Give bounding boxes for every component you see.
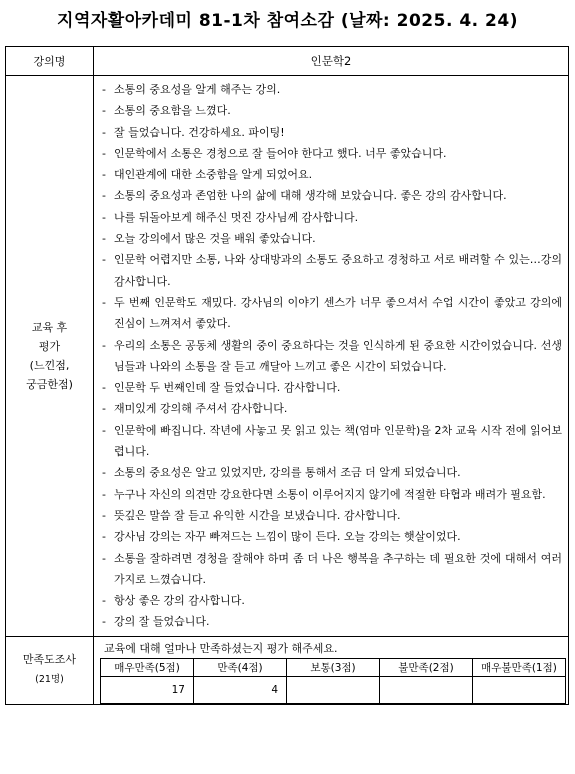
feedback-item: - 강의 잘 들었습니다. xyxy=(100,611,562,632)
evaluation-label-line: 평가 xyxy=(38,339,61,353)
satisfaction-label: 만족도조사 xyxy=(22,653,77,667)
feedback-item: - 소통의 중요성은 알고 있었지만, 강의를 통해서 조금 더 알게 되었습니다. xyxy=(100,462,562,483)
feedback-item: - 인문학에 빠집니다. 작년에 사놓고 못 읽고 있는 책(엄마 인문학)을 2차 교육 시작 전에 읽어보렵니다. xyxy=(100,420,562,463)
feedback-item: - 잘 들었습니다. 건강하세요. 파이팅! xyxy=(100,122,562,143)
scale-count: 17 xyxy=(101,676,194,703)
satisfaction-label-cell xyxy=(6,636,94,704)
survey-table xyxy=(5,46,569,705)
feedback-item: - 재미있게 강의해 주셔서 감사합니다. xyxy=(100,398,562,419)
scale-count xyxy=(473,676,566,703)
lecture-row xyxy=(6,47,569,76)
respondent-count: (21명) xyxy=(35,674,64,686)
evaluation-content xyxy=(94,76,569,637)
scale-count xyxy=(287,676,380,703)
feedback-item: - 우리의 소통은 공동체 생활의 중이 중요하다는 것을 인식하게 된 중요한 시간이었습니다. 선생님들과 나와의 소통을 잘 듣고 깨달아 느끼고 좋은 시간이 되었습니다. xyxy=(100,335,562,378)
satisfaction-content xyxy=(94,636,569,704)
feedback-item: - 인문학에서 소통은 경청으로 잘 들어야 한다고 했다. 너무 좋았습니다. xyxy=(100,143,562,164)
scale-header: 보통(3점) xyxy=(287,658,380,676)
scale-header-row xyxy=(101,658,566,676)
feedback-list xyxy=(94,76,568,636)
evaluation-label-line: 궁금한점) xyxy=(26,377,73,391)
scale-header: 만족(4점) xyxy=(194,658,287,676)
satisfaction-row xyxy=(6,636,569,704)
feedback-item: - 소통의 중요성과 존엄한 나의 삶에 대해 생각해 보았습니다. 좋은 강의 감사합니다. xyxy=(100,185,562,206)
feedback-item: - 누구나 자신의 의견만 강요한다면 소통이 이루어지지 않기에 적절한 타협과 배려가 필요함. xyxy=(100,484,562,505)
feedback-item: - 소통의 중요함을 느꼈다. xyxy=(100,100,562,121)
lecture-name: 인문학2 xyxy=(94,47,569,76)
scale-count: 4 xyxy=(194,676,287,703)
evaluation-label-line: (느낀점, xyxy=(29,358,70,372)
feedback-item: - 소통의 중요성을 알게 해주는 강의. xyxy=(100,79,562,100)
feedback-item: - 소통을 잘하려면 경청을 잘해야 하며 좀 더 나은 행복을 추구하는 데 필요한 것에 대해서 여러 가지로 느꼈습니다. xyxy=(100,548,562,591)
evaluation-label-line: 교육 후 xyxy=(31,320,68,334)
evaluation-row xyxy=(6,76,569,637)
scale-header: 매우불만족(1점) xyxy=(473,658,566,676)
feedback-item: - 인문학 두 번째인데 잘 들었습니다. 감사합니다. xyxy=(100,377,562,398)
feedback-item: - 두 번째 인문학도 재밌다. 강사님의 이야기 센스가 너무 좋으셔서 수업 시간이 좋았고 강의에 진심이 느껴져서 좋았다. xyxy=(100,292,562,335)
feedback-item: - 대인관계에 대한 소중함을 알게 되었어요. xyxy=(100,164,562,185)
scale-count-row xyxy=(101,676,566,703)
feedback-item: - 오늘 강의에서 많은 것을 배워 좋았습니다. xyxy=(100,228,562,249)
feedback-item: - 나를 뒤돌아보게 해주신 멋진 강사님께 감사합니다. xyxy=(100,207,562,228)
satisfaction-prompt: 교육에 대해 얼마나 만족하셨는지 평가 해주세요. xyxy=(104,641,338,655)
page-title: 지역자활아카데미 81-1차 참여소감 (날짜: 2025. 4. 24) xyxy=(57,11,518,31)
feedback-item: - 뜻깊은 말씀 잘 듣고 유익한 시간을 보냈습니다. 감사합니다. xyxy=(100,505,562,526)
evaluation-label xyxy=(6,76,94,637)
feedback-item: - 항상 좋은 강의 감사합니다. xyxy=(100,590,562,611)
scale-header: 불만족(2점) xyxy=(380,658,473,676)
scale-header: 매우만족(5점) xyxy=(101,658,194,676)
feedback-item: - 강사님 강의는 자꾸 빠져드는 느낌이 많이 든다. 오늘 강의는 햇살이었다. xyxy=(100,526,562,547)
feedback-item: - 인문학 어렵지만 소통, 나와 상대방과의 소통도 중요하고 경청하고 서로 배려할 수 있는…강의 감사합니다. xyxy=(100,249,562,292)
lecture-label: 강의명 xyxy=(6,47,94,76)
scale-count xyxy=(380,676,473,703)
satisfaction-scale-table xyxy=(100,658,566,704)
